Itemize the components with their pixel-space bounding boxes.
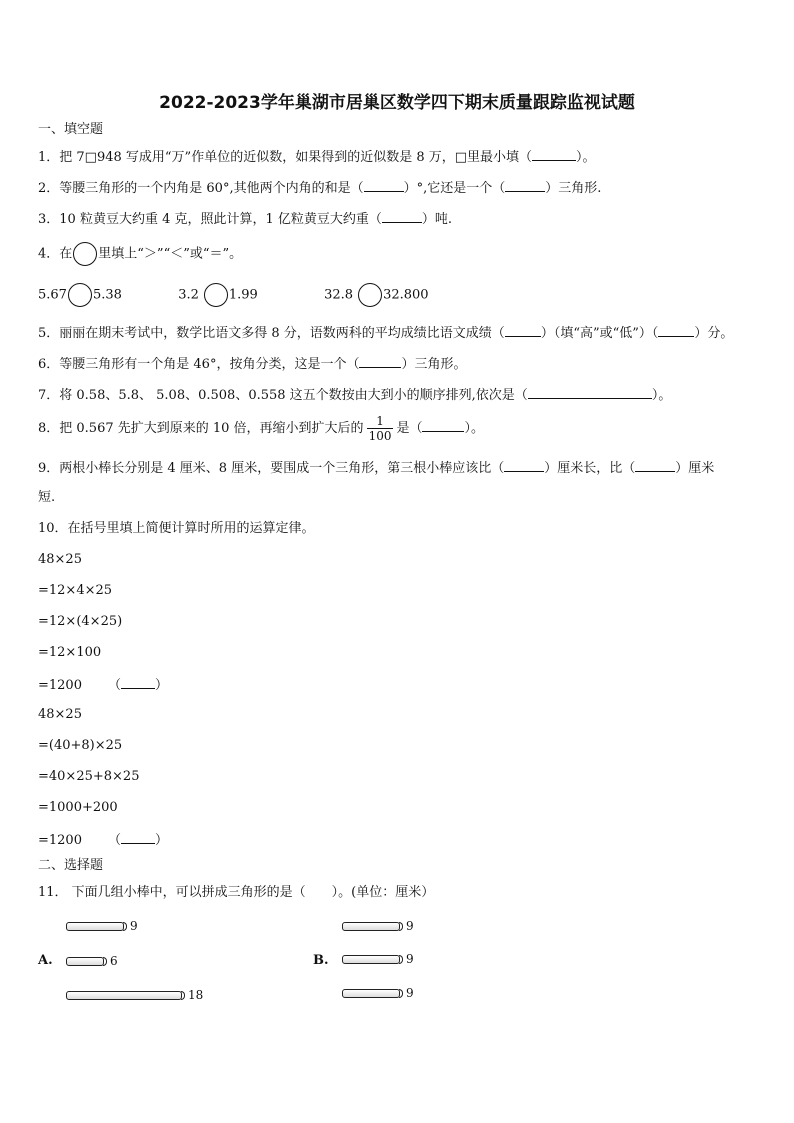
option-b-stick-1: [342, 919, 414, 933]
q6-text-a: 6．等腰三角形有一个角是 46°，按角分类，这是一个（: [38, 357, 360, 372]
q3-text-a: 3．10 粒黄豆大约重 4 克，照此计算，1 亿粒黄豆大约重（: [38, 212, 382, 227]
q1-text-a: 1．把 7□948 写成用“万”作单位的近似数，如果得到的近似数是 8 万，□里最小填（: [38, 150, 533, 165]
q8-text-b: 是（: [396, 421, 423, 436]
calc2-result: =1200: [38, 833, 82, 848]
option-a-stick-3: [66, 988, 203, 1002]
paren-close: ）: [155, 833, 169, 848]
q4-text-a: 4．在: [38, 246, 73, 262]
compare-circle-1[interactable]: [68, 283, 92, 307]
stick-length: 9: [406, 986, 414, 1000]
stick-icon: [66, 957, 104, 966]
q4-compare-row: [38, 283, 429, 308]
stick-icon: [66, 922, 124, 931]
stick-length: 9: [406, 952, 414, 966]
paren-open: （: [107, 678, 121, 693]
calc2-line-5: [38, 831, 168, 849]
stick-length: 6: [110, 954, 118, 968]
compare-right-1: 5.38: [92, 287, 122, 303]
fraction-numerator: 1: [376, 414, 384, 428]
calc1-line-1: 48×25: [38, 552, 82, 567]
q8-text-a: 8．把 0.567 先扩大到原来的 10 倍，再缩小到扩大后的: [38, 421, 364, 436]
option-b-label[interactable]: B.: [313, 953, 329, 968]
compare-circle-3[interactable]: [358, 283, 382, 307]
q2-blank-2[interactable]: [505, 179, 545, 192]
q9-continuation: 短.: [38, 490, 56, 505]
q9-blank-1[interactable]: [504, 459, 544, 472]
question-8: [38, 413, 484, 445]
compare-right-3: 32.800: [383, 287, 429, 303]
compare-circle-2[interactable]: [204, 283, 228, 307]
q5-blank-1[interactable]: [505, 324, 541, 337]
q5-blank-2[interactable]: [658, 324, 694, 337]
question-10: 10．在括号里填上简便计算时所用的运算定律。: [38, 521, 315, 536]
q7-blank[interactable]: [528, 386, 652, 399]
q8-blank[interactable]: [422, 419, 464, 432]
q7-text-a: 7．将 0.58、5.8、 5.08、0.508、0.558 这五个数按由大到小的顺序排列,依次是（: [38, 388, 528, 403]
compare-left-1: 5.67: [38, 287, 67, 303]
stick-icon: [342, 922, 400, 931]
question-2: [38, 179, 601, 197]
option-b-stick-2: [342, 952, 414, 966]
q5-text-b: ）（填“高”或“低”）（: [540, 326, 659, 341]
q4-text-b: 里填上“＞”“＜”或“＝”。: [98, 246, 243, 262]
compare-left-2: 3.2: [178, 287, 199, 303]
q3-blank[interactable]: [382, 210, 422, 223]
stick-length: 9: [406, 919, 414, 933]
option-a-label[interactable]: A.: [38, 953, 53, 968]
question-1: [38, 148, 596, 166]
q2-text-b: ）°,它还是一个（: [403, 181, 506, 196]
fraction-denominator: 100: [368, 429, 392, 443]
question-9: [38, 459, 714, 477]
stick-icon: [342, 955, 400, 964]
calc1-line-4: =12×100: [38, 645, 102, 660]
q9-blank-2[interactable]: [635, 459, 675, 472]
calc1-line-5: [38, 676, 168, 694]
calc2-law-blank[interactable]: [121, 831, 155, 844]
section-fill-blank-heading: 一、填空题: [38, 122, 104, 137]
q8-fraction: [367, 414, 394, 443]
q3-text-b: ）吨.: [421, 212, 453, 227]
page-title: 2022-2023学年巢湖市居巢区数学四下期末质量跟踪监视试题: [159, 93, 635, 113]
question-4: [38, 242, 242, 267]
question-6: [38, 355, 466, 373]
compare-circle-icon: [73, 242, 97, 266]
option-a-stick-1: [66, 919, 138, 933]
q6-blank[interactable]: [359, 355, 401, 368]
q2-blank-1[interactable]: [364, 179, 404, 192]
stick-icon: [66, 991, 182, 1000]
question-7: [38, 386, 671, 404]
q9-text-c: ）厘米: [675, 461, 715, 476]
q1-text-b: ）。: [576, 150, 596, 165]
calc1-line-3: =12×(4×25): [38, 614, 123, 629]
calc2-line-3: =40×25+8×25: [38, 769, 140, 784]
q7-text-b: ）。: [651, 388, 672, 403]
calc2-line-1: 48×25: [38, 707, 82, 722]
q9-text-b: ）厘米长，比（: [544, 461, 636, 476]
question-5: [38, 324, 733, 342]
option-a-stick-2: [66, 954, 118, 968]
q9-text-a: 9．两根小棒长分别是 4 厘米、8 厘米，要围成一个三角形，第三根小棒应该比（: [38, 461, 505, 476]
compare-right-2: 1.99: [228, 287, 258, 303]
calc1-line-2: =12×4×25: [38, 583, 113, 598]
q2-text-c: ）三角形.: [545, 181, 602, 196]
option-b-stick-3: [342, 986, 414, 1000]
compare-left-3: 32.8: [324, 287, 354, 303]
section-choice-heading: 二、选择题: [38, 858, 104, 873]
stick-length: 9: [130, 919, 138, 933]
q5-text-c: ）分。: [694, 326, 734, 341]
q8-text-c: ）。: [464, 421, 484, 436]
question-3: [38, 210, 452, 228]
q6-text-b: ）三角形。: [401, 357, 467, 372]
paren-open: （: [107, 833, 121, 848]
q2-text-a: 2．等腰三角形的一个内角是 60°,其他两个内角的和是（: [38, 181, 364, 196]
q5-text-a: 5．丽丽在期末考试中，数学比语文多得 8 分，语数两科的平均成绩比语文成绩（: [38, 326, 505, 341]
calc1-law-blank[interactable]: [121, 676, 155, 689]
q1-blank[interactable]: [532, 148, 576, 161]
stick-icon: [342, 989, 400, 998]
stick-length: 18: [188, 988, 204, 1002]
calc2-line-4: =1000+200: [38, 800, 118, 815]
question-11: 11． 下面几组小棒中，可以拼成三角形的是（ ）。(单位：厘米）: [38, 885, 435, 900]
calc2-line-2: =(40+8)×25: [38, 738, 123, 753]
paren-close: ）: [155, 678, 169, 693]
calc1-result: =1200: [38, 678, 82, 693]
